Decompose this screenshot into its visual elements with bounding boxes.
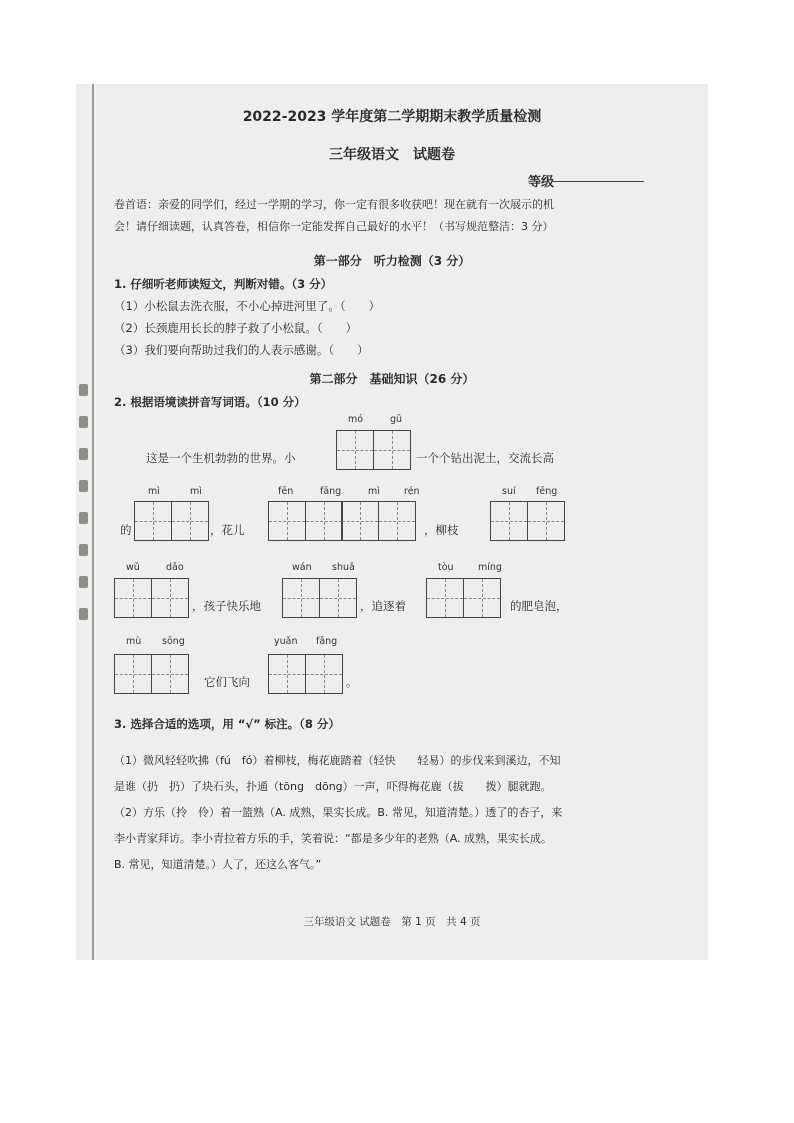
q1-item-1: （1）小松鼠去洗衣服，不小心掉进河里了。（ ）: [114, 299, 381, 313]
pinyin-mo: mó: [348, 414, 364, 425]
writing-grid-wudao[interactable]: [114, 578, 187, 618]
q3-line-3: （2）方乐（拎 伶）着一篮熟（A. 成熟，果实长成。B. 常见，知道清楚。）透了的杏子，来: [114, 806, 563, 819]
q2-text-line2-b: ，花儿: [210, 523, 245, 537]
pinyin-tou: tòu: [438, 562, 454, 573]
page-footer: 三年级语文 试题卷 第 1 页 共 4 页: [303, 916, 481, 928]
writing-grid-mimi[interactable]: [134, 501, 207, 541]
q1-title: 1. 仔细听老师读短文，判断对错。（3 分）: [114, 277, 333, 291]
pinyin-fang: fāng: [320, 486, 342, 497]
pinyin-song: sōng: [162, 636, 185, 647]
q2-text-line4-b: 。: [346, 675, 358, 689]
writing-grid-suifeng[interactable]: [490, 501, 563, 541]
q2-text-line1-a: 这是一个生机勃勃的世界。小: [146, 451, 296, 465]
binding-margin-marks: [76, 384, 90, 640]
preface-line-2: 会！请仔细读题，认真答卷，相信你一定能发挥自己最好的水平！（书写规范整洁：3 分）: [114, 220, 554, 233]
q3-line-5: B. 常见，知道清楚。）人了，还这么客气。”: [114, 858, 322, 871]
writing-grid-musong[interactable]: [114, 654, 187, 694]
part2-heading: 第二部分 基础知识（26 分）: [309, 372, 475, 386]
exam-paper: [76, 84, 708, 960]
q2-text-line1-b: 一个个钻出泥土，交流长高: [416, 451, 554, 465]
q3-line-2: 是谁（扔 扔）了块石头，扑通（tōng dōng）一声，吓得梅花鹿（拔 拨）腿就跑。: [114, 780, 552, 793]
q1-item-3: （3）我们要向帮助过我们的人表示感谢。（ ）: [114, 343, 369, 357]
grade-label: 等级: [528, 175, 555, 190]
q1-item-2: （2）长颈鹿用长长的脖子救了小松鼠。（ ）: [114, 321, 358, 335]
writing-grid-yuanfang[interactable]: [268, 654, 341, 694]
pinyin-ming: míng: [478, 562, 502, 573]
writing-grid-wanshua[interactable]: [282, 578, 355, 618]
q2-text-line3-c: 的肥皂泡，: [510, 599, 568, 613]
q2-text-line3-a: ，孩子快乐地: [192, 599, 261, 613]
q3-title: 3. 选择合适的选项，用 “√” 标注。（8 分）: [114, 717, 340, 731]
q2-text-line4-a: 它们飞向: [204, 675, 250, 689]
q3-line-4: 李小青家拜访。李小青拉着方乐的手，笑着说：“都是多少年的老熟（A. 成熟，果实长成。: [114, 832, 553, 845]
writing-grid-mogu[interactable]: [336, 430, 409, 470]
preface-line-1: 卷首语：亲爱的同学们，经过一学期的学习，你一定有很多收获吧！现在就有一次展示的机: [114, 198, 554, 211]
grade-blank: [552, 181, 644, 182]
exam-subtitle: 三年级语文 试题卷: [329, 147, 455, 163]
q3-line-1: （1）微风轻轻吹拂（fú fó）着柳枝，梅花鹿踏着（轻快 轻易）的步伐来到溪边，不知: [114, 754, 561, 767]
pinyin-shua: shuǎ: [332, 562, 355, 573]
q2-text-line3-b: ，追逐着: [360, 599, 406, 613]
pinyin-fen: fēn: [278, 486, 294, 497]
part1-heading: 第一部分 听力检测（3 分）: [313, 254, 471, 268]
q2-text-line2-c: ，柳枝: [424, 523, 459, 537]
q2-text-line2-a: 的: [120, 523, 132, 537]
exam-title: 2022-2023 学年度第二学期期末教学质量检测: [242, 109, 542, 125]
pinyin-mu: mù: [126, 636, 142, 647]
pinyin-wan: wán: [292, 562, 312, 573]
pinyin-yuan: yuǎn: [274, 636, 298, 647]
q2-title: 2. 根据语境读拼音写词语。（10 分）: [114, 395, 306, 409]
pinyin-mi-1: mì: [148, 486, 160, 497]
pinyin-mi-3: mì: [368, 486, 380, 497]
pinyin-mi-2: mì: [190, 486, 202, 497]
pinyin-dao: dǎo: [166, 562, 184, 573]
pinyin-feng: fēng: [536, 486, 558, 497]
writing-grid-touming[interactable]: [426, 578, 499, 618]
writing-grid-fenfang[interactable]: [268, 501, 414, 541]
pinyin-fang-2: fāng: [316, 636, 338, 647]
pinyin-gu: gū: [390, 414, 403, 425]
pinyin-sui: suí: [502, 486, 516, 497]
pinyin-wu: wǔ: [126, 562, 140, 573]
binding-line: [92, 84, 94, 960]
pinyin-ren: rén: [404, 486, 420, 497]
